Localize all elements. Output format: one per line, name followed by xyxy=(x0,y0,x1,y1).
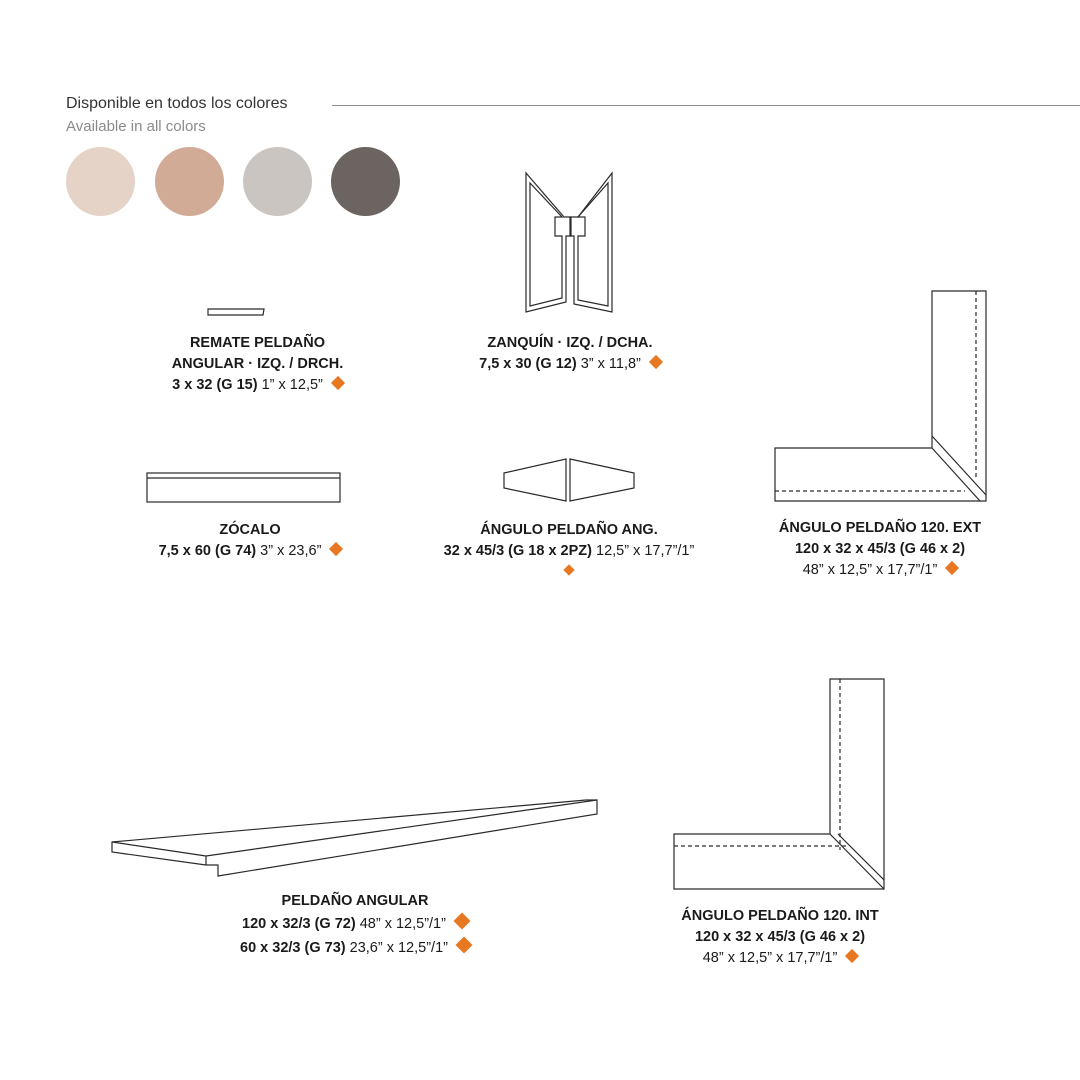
zocalo-size-metric: 7,5 x 60 (G 74) xyxy=(158,543,257,559)
drawing-zocalo xyxy=(147,473,340,502)
angulo-int-size-imperial: 48” x 12,5” x 17,7”/1” xyxy=(702,950,838,966)
orange-diamond-icon xyxy=(563,564,574,575)
label-angulo-int xyxy=(635,906,925,969)
angulo-ext-size-metric: 120 x 32 x 45/3 (G 46 x 2) xyxy=(794,541,966,557)
peldano-line1: PELDAÑO ANGULAR xyxy=(281,893,429,909)
label-zocalo xyxy=(110,520,390,562)
header-title-es: Disponible en todos los colores xyxy=(66,95,288,112)
remate-size-metric: 3 x 32 (G 15) xyxy=(172,377,258,393)
label-remate-peldano xyxy=(120,333,395,396)
angulo-ext-size-imperial: 48” x 12,5” x 17,7”/1” xyxy=(802,562,938,578)
drawing-angulo-int xyxy=(674,679,884,889)
drawing-angulo-ext xyxy=(775,291,986,501)
drawing-zanquin-right xyxy=(570,173,612,312)
angulo-ang-size-imperial: 12,5” x 17,7”/1” xyxy=(596,543,695,559)
orange-diamond-icon xyxy=(649,355,663,369)
drawing-angulo-ang xyxy=(504,459,634,501)
angulo-ang-size-metric: 32 x 45/3 (G 18 x 2PZ) xyxy=(443,543,592,559)
header-title-en: Available in all colors xyxy=(66,118,206,135)
remate-line1: REMATE PELDAÑO xyxy=(189,335,326,351)
remate-line2: ANGULAR · IZQ. / DRCH. xyxy=(171,356,344,372)
zocalo-line1: ZÓCALO xyxy=(219,522,281,538)
peldano-size1-imperial: 48” x 12,5”/1” xyxy=(359,916,446,932)
drawing-remate-peldano xyxy=(208,309,264,315)
angulo-ext-line1: ÁNGULO PELDAÑO 120. EXT xyxy=(778,520,982,536)
zocalo-size-imperial: 3” x 23,6” xyxy=(260,543,322,559)
orange-diamond-icon xyxy=(329,542,343,556)
orange-diamond-icon xyxy=(945,561,959,575)
label-angulo-ext xyxy=(735,518,1025,581)
peldano-size1-metric: 120 x 32/3 (G 72) xyxy=(242,916,356,932)
angulo-int-size-metric: 120 x 32 x 45/3 (G 46 x 2) xyxy=(694,929,866,945)
peldano-size2-imperial: 23,6” x 12,5”/1” xyxy=(349,940,448,956)
zanquin-line1: ZANQUÍN · IZQ. / DCHA. xyxy=(487,335,653,351)
orange-diamond-icon xyxy=(453,913,470,930)
label-zanquin xyxy=(430,333,710,375)
zanquin-size-metric: 7,5 x 30 (G 12) xyxy=(479,356,577,372)
remate-size-imperial: 1” x 12,5” xyxy=(261,377,323,393)
orange-diamond-icon xyxy=(331,376,345,390)
peldano-size2-metric: 60 x 32/3 (G 73) xyxy=(240,940,346,956)
drawing-peldano-angular xyxy=(112,800,597,876)
drawing-zanquin-left xyxy=(526,173,571,312)
label-angulo-ang xyxy=(409,520,729,580)
orange-diamond-icon xyxy=(845,949,859,963)
label-peldano-angular xyxy=(200,891,510,960)
zanquin-size-imperial: 3” x 11,8” xyxy=(580,356,641,372)
orange-diamond-icon xyxy=(455,937,472,954)
angulo-ang-line1: ÁNGULO PELDAÑO ANG. xyxy=(480,522,658,538)
angulo-int-line1: ÁNGULO PELDAÑO 120. INT xyxy=(681,908,879,924)
